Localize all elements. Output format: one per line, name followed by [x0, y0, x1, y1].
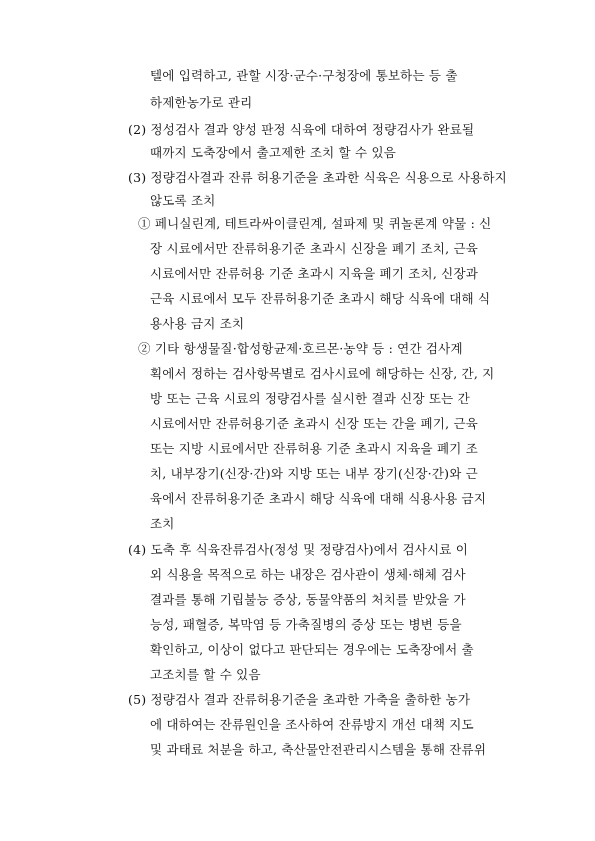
text-line: 확인하고, 이상이 없다고 판단되는 경우에는 도축장에서 출 [150, 642, 474, 657]
text-line: 고조치를 할 수 있음 [150, 667, 261, 682]
text-line: 에 대하여는 잔류원인을 조사하여 잔류방지 개선 대책 지도 [150, 717, 474, 732]
text-line: 텔에 입력하고, 관할 시장·군수·구청장에 통보하는 등 출 [150, 68, 458, 83]
text-line: 획에서 정하는 검사항목별로 검사시료에 해당하는 신장, 간, 지 [150, 366, 495, 381]
text-line: 용사용 금지 조치 [150, 316, 245, 331]
text-line: 시료에서만 잔류허용기준 초과시 신장 또는 간을 폐기, 근육 [150, 416, 478, 431]
text-line: 하제한농가로 관리 [150, 95, 253, 110]
text-line: 조치 [150, 516, 175, 531]
text-line: (4) 도축 후 식육잔류검사(정성 및 정량검사)에서 검사시료 이 [128, 542, 468, 557]
text-line: 육에서 잔류허용기준 초과시 해당 식육에 대해 식용사용 금지 [150, 491, 487, 506]
text-line: 방 또는 근육 시료의 정량검사를 실시한 결과 신장 또는 간 [150, 391, 470, 406]
text-line: 치, 내부장기(신장·간)와 지방 또는 내부 장기(신장·간)와 근 [150, 466, 478, 481]
text-line: 근육 시료에서 모두 잔류허용기준 초과시 해당 식육에 대해 식 [150, 291, 491, 306]
text-line: 외 식용을 목적으로 하는 내장은 검사관이 생체·해체 검사 [150, 567, 466, 582]
text-line: 및 과태료 처분을 하고, 축산물안전관리시스템을 통해 잔류위 [150, 742, 487, 757]
text-line: 결과를 통해 기립불능 증상, 동물약품의 처치를 받았을 가 [150, 592, 466, 607]
text-line: 시료에서만 잔류허용 기준 초과시 지육을 폐기 조치, 신장과 [150, 266, 478, 281]
text-line: (2) 정성검사 결과 양성 판정 식육에 대하여 정량검사가 완료될 [128, 122, 475, 137]
text-line: (5) 정량검사 결과 잔류허용기준을 초과한 가축을 출하한 농가 [128, 692, 471, 707]
text-line: 때까지 도축장에서 출고제한 조치 할 수 있음 [150, 145, 396, 160]
text-line: (3) 정량검사결과 잔류 허용기준을 초과한 식육은 식용으로 사용하지 [128, 170, 507, 185]
text-line: 능성, 패혈증, 복막염 등 가축질병의 증상 또는 병변 등을 [150, 617, 462, 632]
text-line: ① 페니실린계, 테트라싸이클린계, 설파제 및 퀴놀론계 약물 : 신 [138, 216, 492, 231]
text-line: ② 기타 항생물질·합성항균제·호르몬·농약 등 : 연간 검사계 [138, 341, 463, 356]
text-line: 않도록 조치 [150, 193, 216, 208]
text-line: 또는 지방 시료에서만 잔류허용 기준 초과시 지육을 폐기 조 [150, 441, 478, 456]
text-line: 장 시료에서만 잔류허용기준 초과시 신장을 폐기 조치, 근육 [150, 241, 478, 256]
